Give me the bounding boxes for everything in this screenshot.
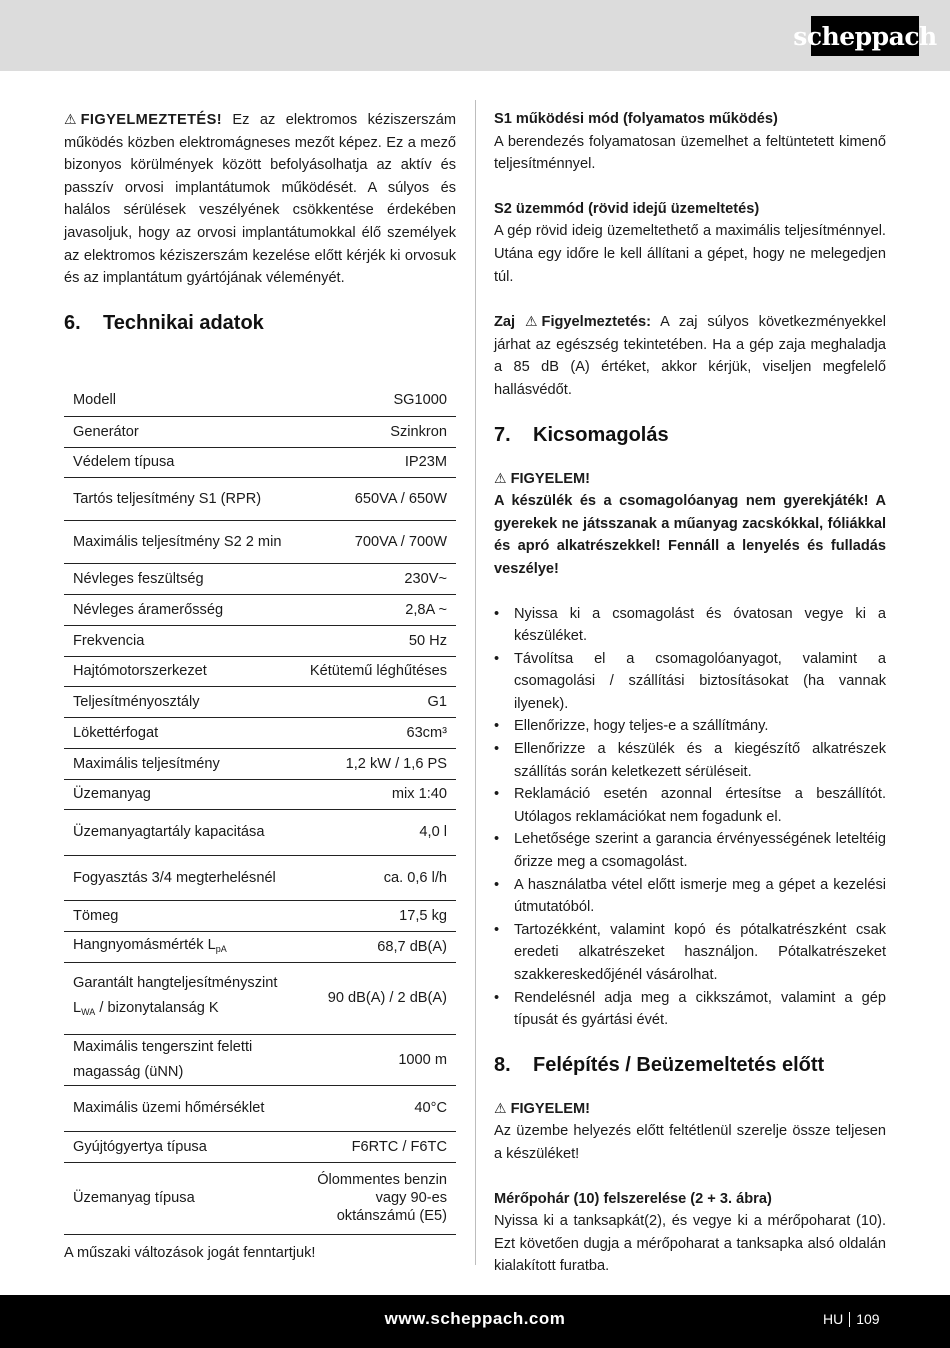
spec-value: 1,2 kW / 1,6 PS (301, 748, 456, 779)
spec-label: Tömeg (64, 900, 301, 931)
attention-1-text: A készülék és a csomagolóanyag nem gyerekjáték! A gyerekek ne játsszanak a műanyag zacskókkal, fóliákkal és apró alkatrészekkel! Fennáll a lenyelés és fulladás veszélye! (494, 493, 886, 577)
warning-triangle-icon: ⚠ (64, 111, 77, 127)
spec-label: Hajtómotorszerkezet (64, 656, 301, 686)
spec-value: 90 dB(A) / 2 dB(A) (301, 962, 456, 1034)
spec-row (64, 779, 456, 809)
spec-value: 700VA / 700W (301, 520, 456, 563)
warning-triangle-icon: ⚠ (494, 1099, 507, 1116)
spec-row (64, 477, 456, 520)
section-6-heading: 6. Technikai adatok (64, 311, 264, 334)
list-item: • Ellenőrizze, hogy teljes-e a szállítmány. (494, 715, 886, 738)
noise-text: A zaj súlyos következményekkel járhat az egészség tekintetében. Ha a gép zaja meghaladja a 85 dB (A) értéket, akkor kérjük, viseljen megfelelő hallásvédőt. (494, 314, 886, 398)
warning-title: FIGYELMEZTETÉS! (80, 112, 222, 128)
spec-row (64, 1085, 456, 1131)
spec-label: Maximális teljesítmény S2 2 min (64, 520, 301, 563)
spec-row (64, 1162, 456, 1234)
spec-row (64, 385, 456, 416)
cup-text: Nyissa ki a tanksapkát(2), és vegye ki a mérőpoharat (10). Ezt követően dugja a mérőpoharat a tanksapka alsó oldalán kialakított furatba. (494, 1213, 886, 1275)
page-num: 109 (856, 1311, 880, 1327)
list-item: • Távolítsa el a csomagolóanyagot, valamint a csomagolási / szállítási biztosításokat (ha vannak ilyenek). (494, 648, 886, 716)
column-divider (475, 100, 476, 1265)
spec-label: Gyújtógyertya típusa (64, 1131, 301, 1162)
warning-text: Ez az elektromos kéziszerszám működés közben elektromágneses mezőt képez. Ez a mező bizonyos körülmények között befolyásolhatja az aktív és passzív orvosi implantátumok működését. A súlyos és halálos sérülések veszélyének csökkentése érdekében javasoljuk, hogy az orvosi implantátumokkal élő személyek az elektromos kéziszerszám kezelése előtt kérjék ki orvosuk és az implantátum gyártójának véleményét. (64, 112, 456, 287)
spec-row (64, 1131, 456, 1162)
spec-value: 2,8A ~ (301, 594, 456, 625)
spec-value: 1000 m (301, 1034, 456, 1085)
spec-table (64, 385, 456, 1235)
spec-row (64, 717, 456, 748)
section-8-heading: 8. Felépítés / Beüzemeltetés előtt (494, 1053, 825, 1076)
spec-value: 230V~ (301, 563, 456, 594)
spec-value: 50 Hz (301, 625, 456, 656)
spec-label: Névleges áramerősség (64, 594, 301, 625)
spec-label: Teljesítményosztály (64, 686, 301, 717)
s1-title: S1 működési mód (folyamatos működés) (494, 111, 778, 127)
spec-row (64, 931, 456, 962)
spec-label: Névleges feszültség (64, 563, 301, 594)
spec-label: Garantált hangteljesítményszint $L_{WA}$ / bizonytalanság K (64, 962, 301, 1034)
warning-triangle-icon: ⚠ (494, 469, 507, 486)
spec-value: Szinkron (301, 416, 456, 447)
attention-2-text: Az üzembe helyezés előtt feltétlenül szerelje össze teljesen a készüléket! (494, 1123, 886, 1162)
scheppach-logo: scheppach (811, 16, 919, 56)
spec-row (64, 809, 456, 855)
spec-value: SG1000 (301, 385, 456, 416)
emf-warning-paragraph (64, 108, 456, 290)
spec-value: 40°C (301, 1085, 456, 1131)
spec-label: Frekvencia (64, 625, 301, 656)
spec-row (64, 962, 456, 1034)
unpacking-list (494, 603, 886, 1032)
spec-label: Fogyasztás 3/4 megterhelésnél (64, 855, 301, 900)
left-column (64, 108, 456, 335)
spec-label: Tartós teljesítmény S1 (RPR) (64, 477, 301, 520)
spec-row (64, 625, 456, 656)
spec-label: Maximális tengerszint feletti magasság (üNN) (64, 1034, 301, 1085)
page-number (823, 1311, 880, 1327)
spec-row (64, 594, 456, 625)
noise-lead: Zaj (494, 314, 516, 331)
spec-value: Kétütemű léghűtéses (301, 656, 456, 686)
spec-value: 4,0 l (301, 809, 456, 855)
spec-label: Védelem típusa (64, 447, 301, 477)
spec-value: 63cm³ (301, 717, 456, 748)
spec-row (64, 656, 456, 686)
spec-value: IP23M (301, 447, 456, 477)
cup-title: Mérőpohár (10) felszerelése (2 + 3. ábra) (494, 1190, 772, 1207)
spec-row (64, 1034, 456, 1085)
noise-title: Figyelmeztetés: (541, 314, 652, 331)
list-item: • Rendelésnél adja meg a cikkszámot, valamint a gép típusát és gyártási évét. (494, 987, 886, 1032)
list-item: • Nyissa ki a csomagolást és óvatosan vegye ki a készüléket. (494, 603, 886, 648)
spec-value: Ólommentes benzin vagy 90-es oktánszámú (E5) (301, 1162, 456, 1234)
s2-title: S2 üzemmód (rövid idejű üzemeltetés) (494, 200, 760, 217)
spec-value: mix 1:40 (301, 779, 456, 809)
spec-label: Lökettérfogat (64, 717, 301, 748)
footer (0, 1295, 950, 1348)
spec-row (64, 686, 456, 717)
spec-row (64, 748, 456, 779)
spec-value: 650VA / 650W (301, 477, 456, 520)
spec-row (64, 900, 456, 931)
list-item: • Lehetősége szerint a garancia érvényességének leteltéig őrizze meg a csomagolást. (494, 828, 886, 873)
spec-label: Maximális teljesítmény (64, 748, 301, 779)
language-code: HU (823, 1311, 844, 1327)
section-7-heading: 7. Kicsomagolás (494, 423, 669, 446)
warning-triangle-icon: ⚠ (524, 313, 538, 330)
right-column (494, 108, 886, 1278)
s1-text: A berendezés folyamatosan üzemelhet a feltüntetett kimenő teljesítménnyel. (494, 133, 886, 173)
spec-value: F6RTC / F6TC (301, 1131, 456, 1162)
spec-label: Maximális üzemi hőmérséklet (64, 1085, 301, 1131)
list-item: • Ellenőrizze a készülék és a kiegészítő alkatrészek szállítás során keletkezett sérüléseit. (494, 738, 886, 783)
spec-label: Üzemanyagtartály kapacitása (64, 809, 301, 855)
list-item: • Tartozékként, valamint kopó és pótalkatrészként csak eredeti alkatrészeket használjon. Pótalkatrészeket szakkereskedőjénél vásárolhat. (494, 919, 886, 987)
spec-row (64, 447, 456, 477)
spec-row (64, 563, 456, 594)
list-item: • Reklamáció esetén azonnal értesítse a beszállítót. Utólagos reklamációkat nem fogadunk el. (494, 783, 886, 828)
noise-warning (494, 310, 886, 401)
spec-row (64, 416, 456, 447)
attention-2-heading: ⚠ FIGYELEM! (494, 1097, 886, 1121)
spec-value: 17,5 kg (301, 900, 456, 931)
list-item: • A használatba vétel előtt ismerje meg a gépet a kezelési útmutatóból. (494, 874, 886, 919)
spec-value: ca. 0,6 l/h (301, 855, 456, 900)
reserve-note: A műszaki változások jogát fenntartjuk! (64, 1245, 316, 1261)
spec-label: Modell (64, 385, 301, 416)
spec-value: G1 (301, 686, 456, 717)
website-link[interactable]: www.scheppach.com (384, 1309, 566, 1328)
spec-label: Üzemanyag típusa (64, 1162, 301, 1234)
spec-row (64, 520, 456, 563)
spec-row (64, 855, 456, 900)
spec-label: Hangnyomásmérték $L_{pA}$ (64, 931, 301, 962)
s2-text: A gép rövid ideig üzemeltethető a maximális teljesítménnyel. Utána egy időre le kell állítani a gépet, hogy ne melegedjen túl. (494, 223, 886, 285)
attention-1-heading: ⚠ FIGYELEM! (494, 467, 886, 491)
spec-label: Üzemanyag (64, 779, 301, 809)
spec-label: Generátor (64, 416, 301, 447)
spec-value: 68,7 dB(A) (301, 931, 456, 962)
